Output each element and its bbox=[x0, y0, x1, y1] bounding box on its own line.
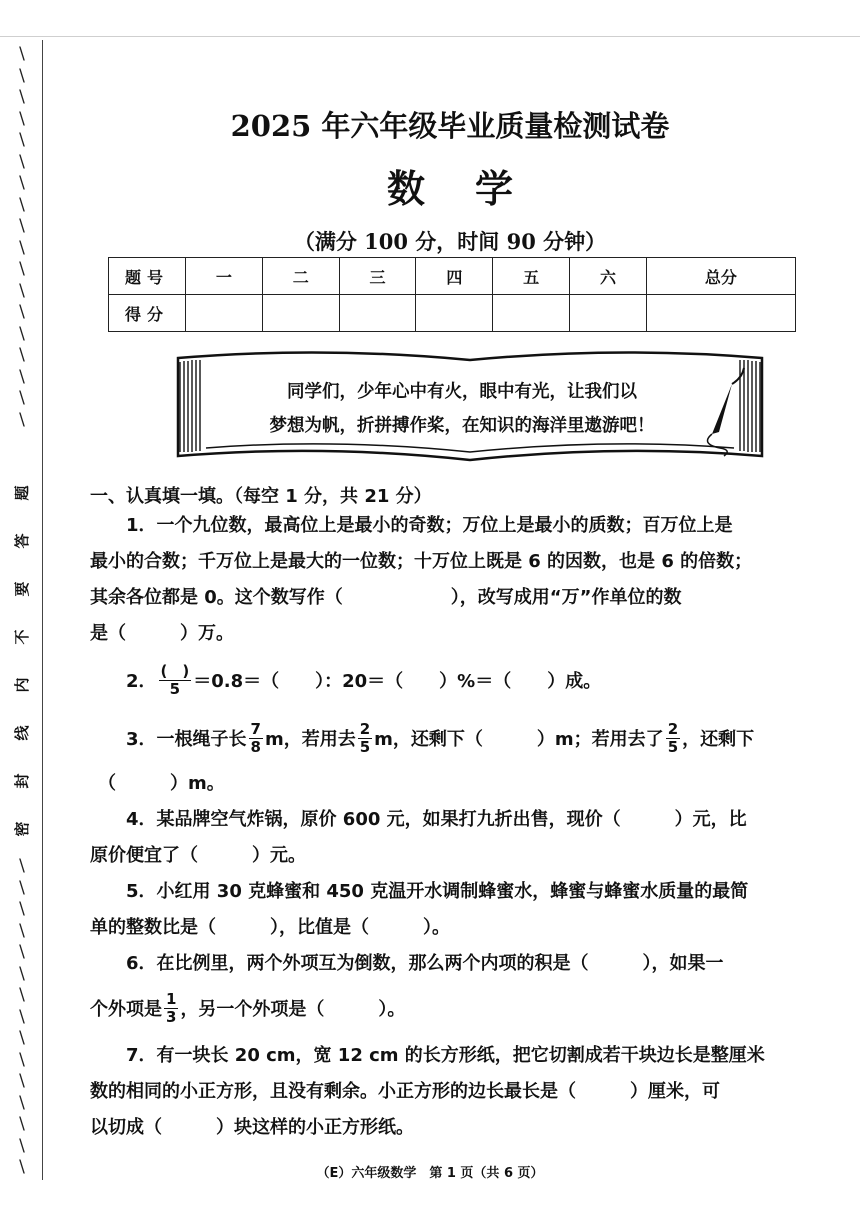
q6-fraction bbox=[164, 991, 178, 1026]
q3-f2-num: 2 bbox=[359, 719, 371, 738]
score-cell bbox=[570, 295, 647, 332]
q6-f-den: 3 bbox=[166, 1007, 177, 1026]
margin-slashes-top bbox=[8, 44, 36, 431]
q2-number: 2． bbox=[126, 671, 157, 692]
top-bar bbox=[0, 0, 860, 37]
q6-text-2: 个外项是 bbox=[90, 999, 162, 1020]
seal-line-text bbox=[8, 469, 36, 853]
q2-fraction bbox=[159, 663, 192, 698]
score-col-5: 五 bbox=[493, 258, 570, 295]
margin-slash: \ bbox=[19, 302, 25, 322]
margin-slash: \ bbox=[19, 216, 25, 236]
margin-slash: \ bbox=[19, 87, 25, 107]
page-footer: （E）六年级数学 第 1 页（共 6 页） bbox=[316, 1166, 544, 1181]
seal-char: 密 bbox=[13, 821, 31, 837]
q7-text-2: 数的相同的小正方形，且没有剩余。小正方形的边长最长是（ ）厘米，可 bbox=[90, 1081, 720, 1102]
q7-text-1: 7．有一块长 20 cm，宽 12 cm 的长方形纸，把它切割成若干块边长是整厘米 bbox=[126, 1045, 765, 1066]
margin-slash: \ bbox=[19, 237, 25, 258]
q3-fraction-1 bbox=[249, 721, 263, 756]
score-table-score-row bbox=[109, 295, 796, 332]
score-col-2: 二 bbox=[262, 258, 339, 295]
open-book-illustration bbox=[172, 348, 768, 466]
margin-slash: \ bbox=[19, 409, 25, 430]
q7-line-3 bbox=[90, 1110, 818, 1146]
margin-slash: \ bbox=[19, 920, 25, 941]
section-title: 一、认真填一填。（每空 1 分，共 21 分） bbox=[90, 486, 432, 507]
motto-line-1: 同学们，少年心中有火，眼中有光，让我们以 bbox=[287, 382, 637, 402]
margin-slash: \ bbox=[19, 108, 25, 129]
margin-slash: \ bbox=[19, 856, 25, 876]
q6-text-1: 6．在比例里，两个外项互为倒数，那么两个内项的积是（ ），如果一 bbox=[126, 953, 724, 974]
q1-text-4: 是（ ）万。 bbox=[90, 623, 234, 644]
score-col-6: 六 bbox=[570, 258, 647, 295]
q3-fraction-3 bbox=[666, 721, 680, 756]
q3-text-3: m，还剩下（ ）m；若用去了 bbox=[374, 729, 664, 750]
q7-text-3: 以切成（ ）块这样的小正方形纸。 bbox=[90, 1117, 414, 1138]
margin-slash: \ bbox=[19, 130, 25, 150]
q1-line-3 bbox=[90, 580, 818, 616]
question-3-line-2 bbox=[98, 764, 225, 800]
margin-slash: \ bbox=[19, 877, 25, 898]
q3-text-4: ，还剩下 bbox=[682, 729, 755, 750]
margin-slash: \ bbox=[19, 65, 25, 86]
q1-text-3: 其余各位都是 0。这个数写作（ ），改写成用“万”作单位的数 bbox=[90, 587, 682, 608]
q4-line-1 bbox=[90, 802, 818, 838]
q1-text-2: 最小的合数；千万位上是最大的一位数；十万位上既是 6 的因数，也是 6 的倍数； bbox=[90, 551, 753, 572]
margin-slash: \ bbox=[19, 280, 25, 301]
score-info: （满分 100 分，时间 90 分钟） bbox=[293, 229, 607, 254]
margin-slash: \ bbox=[19, 942, 25, 962]
seal-char: 答 bbox=[13, 533, 31, 549]
seal-char: 不 bbox=[13, 629, 31, 645]
q4-text-2: 原价便宜了（ ）元。 bbox=[90, 845, 306, 866]
q4-text-1: 4．某品牌空气炸锅，原价 600 元，如果打九折出售，现价（ ）元，比 bbox=[126, 809, 747, 830]
score-table bbox=[108, 257, 796, 332]
q3-f1-num: 7 bbox=[250, 719, 261, 738]
margin-slash: \ bbox=[19, 1049, 25, 1070]
margin-slash: \ bbox=[19, 1114, 25, 1134]
binding-line bbox=[42, 40, 43, 1180]
margin-slash: \ bbox=[19, 1006, 25, 1027]
margin-slash: \ bbox=[19, 345, 25, 365]
margin-slash: \ bbox=[19, 899, 25, 919]
question-5 bbox=[90, 874, 818, 946]
margin-slash: \ bbox=[19, 1157, 25, 1177]
q2-frac-num: ( ) bbox=[160, 661, 190, 680]
score-table-row1-label: 题号 bbox=[109, 258, 186, 295]
score-table-header-row bbox=[109, 258, 796, 295]
q3-text-2: m，若用去 bbox=[264, 729, 356, 750]
seal-char: 线 bbox=[13, 725, 31, 741]
q3-f3-den: 5 bbox=[667, 737, 679, 756]
score-col-4: 四 bbox=[416, 258, 493, 295]
score-cell bbox=[646, 295, 795, 332]
margin-slash: \ bbox=[19, 985, 25, 1005]
margin-slash: \ bbox=[19, 388, 25, 408]
question-7 bbox=[90, 1038, 818, 1146]
motto-line-2: 梦想为帆，折拼搏作桨，在知识的海洋里遨游吧！ bbox=[269, 416, 655, 436]
question-6-line-2 bbox=[90, 986, 405, 1030]
score-cell bbox=[262, 295, 339, 332]
q3-f2-den: 5 bbox=[359, 737, 371, 756]
q7-line-1 bbox=[90, 1038, 818, 1074]
score-cell bbox=[339, 295, 416, 332]
binding-margin bbox=[8, 44, 36, 1184]
q1-line-4 bbox=[90, 616, 818, 652]
question-6 bbox=[90, 946, 818, 982]
q3-f1-den: 8 bbox=[250, 737, 261, 756]
q3-f3-num: 2 bbox=[667, 719, 679, 738]
exam-subject: 数学 bbox=[386, 166, 563, 211]
q5-text-1: 5．小红用 30 克蜂蜜和 450 克温开水调制蜂蜜水，蜂蜜与蜂蜜水质量的最简 bbox=[126, 881, 749, 902]
q6-text-3: ，另一个外项是（ ）。 bbox=[180, 999, 406, 1020]
q5-text-2: 单的整数比是（ ），比值是（ ）。 bbox=[90, 917, 450, 938]
score-col-total: 总分 bbox=[646, 258, 795, 295]
margin-slash: \ bbox=[19, 963, 25, 984]
seal-char: 内 bbox=[13, 677, 31, 693]
margin-slash: \ bbox=[19, 259, 25, 279]
margin-slash: \ bbox=[19, 1092, 25, 1113]
question-1 bbox=[90, 508, 818, 652]
question-4 bbox=[90, 802, 818, 874]
margin-slash: \ bbox=[19, 173, 25, 193]
score-table-row2-label: 得分 bbox=[109, 295, 186, 332]
score-cell bbox=[186, 295, 263, 332]
q1-text-1: 1．一个九位数，最高位上是最小的奇数；万位上是最小的质数；百万位上是 bbox=[126, 515, 733, 536]
q3-text-5: （ ）m。 bbox=[98, 773, 225, 794]
exam-title: 2025 年六年级毕业质量检测试卷 bbox=[230, 109, 670, 143]
margin-slash: \ bbox=[19, 1028, 25, 1048]
q3-text-1: 3．一根绳子长 bbox=[126, 729, 247, 750]
margin-slashes-bottom bbox=[8, 856, 36, 1179]
margin-slash: \ bbox=[19, 323, 25, 344]
margin-slash: \ bbox=[19, 194, 25, 215]
score-cell bbox=[416, 295, 493, 332]
margin-slash: \ bbox=[19, 151, 25, 172]
question-3 bbox=[126, 716, 754, 760]
question-2 bbox=[126, 658, 601, 702]
seal-char: 封 bbox=[13, 773, 31, 789]
q5-line-1 bbox=[90, 874, 818, 910]
score-col-3: 三 bbox=[339, 258, 416, 295]
q1-line-1 bbox=[90, 508, 818, 544]
q1-line-2 bbox=[90, 544, 818, 580]
seal-char: 题 bbox=[13, 485, 31, 501]
margin-slash: \ bbox=[19, 1071, 25, 1091]
q5-line-2 bbox=[90, 910, 818, 946]
motto-banner bbox=[172, 348, 768, 466]
margin-slash: \ bbox=[19, 366, 25, 387]
q6-line-1 bbox=[90, 946, 818, 982]
q7-line-2 bbox=[90, 1074, 818, 1110]
seal-char: 要 bbox=[13, 581, 31, 597]
q3-fraction-2 bbox=[358, 721, 372, 756]
q2-frac-den: 5 bbox=[169, 679, 181, 698]
margin-slash: \ bbox=[19, 1135, 25, 1156]
q2-text: ＝0.8＝（ ）：20＝（ ）%＝（ ）成。 bbox=[193, 671, 602, 692]
q6-f-num: 1 bbox=[166, 989, 177, 1008]
score-cell bbox=[493, 295, 570, 332]
margin-slash: \ bbox=[19, 44, 25, 64]
score-col-1: 一 bbox=[186, 258, 263, 295]
q4-line-2 bbox=[90, 838, 818, 874]
